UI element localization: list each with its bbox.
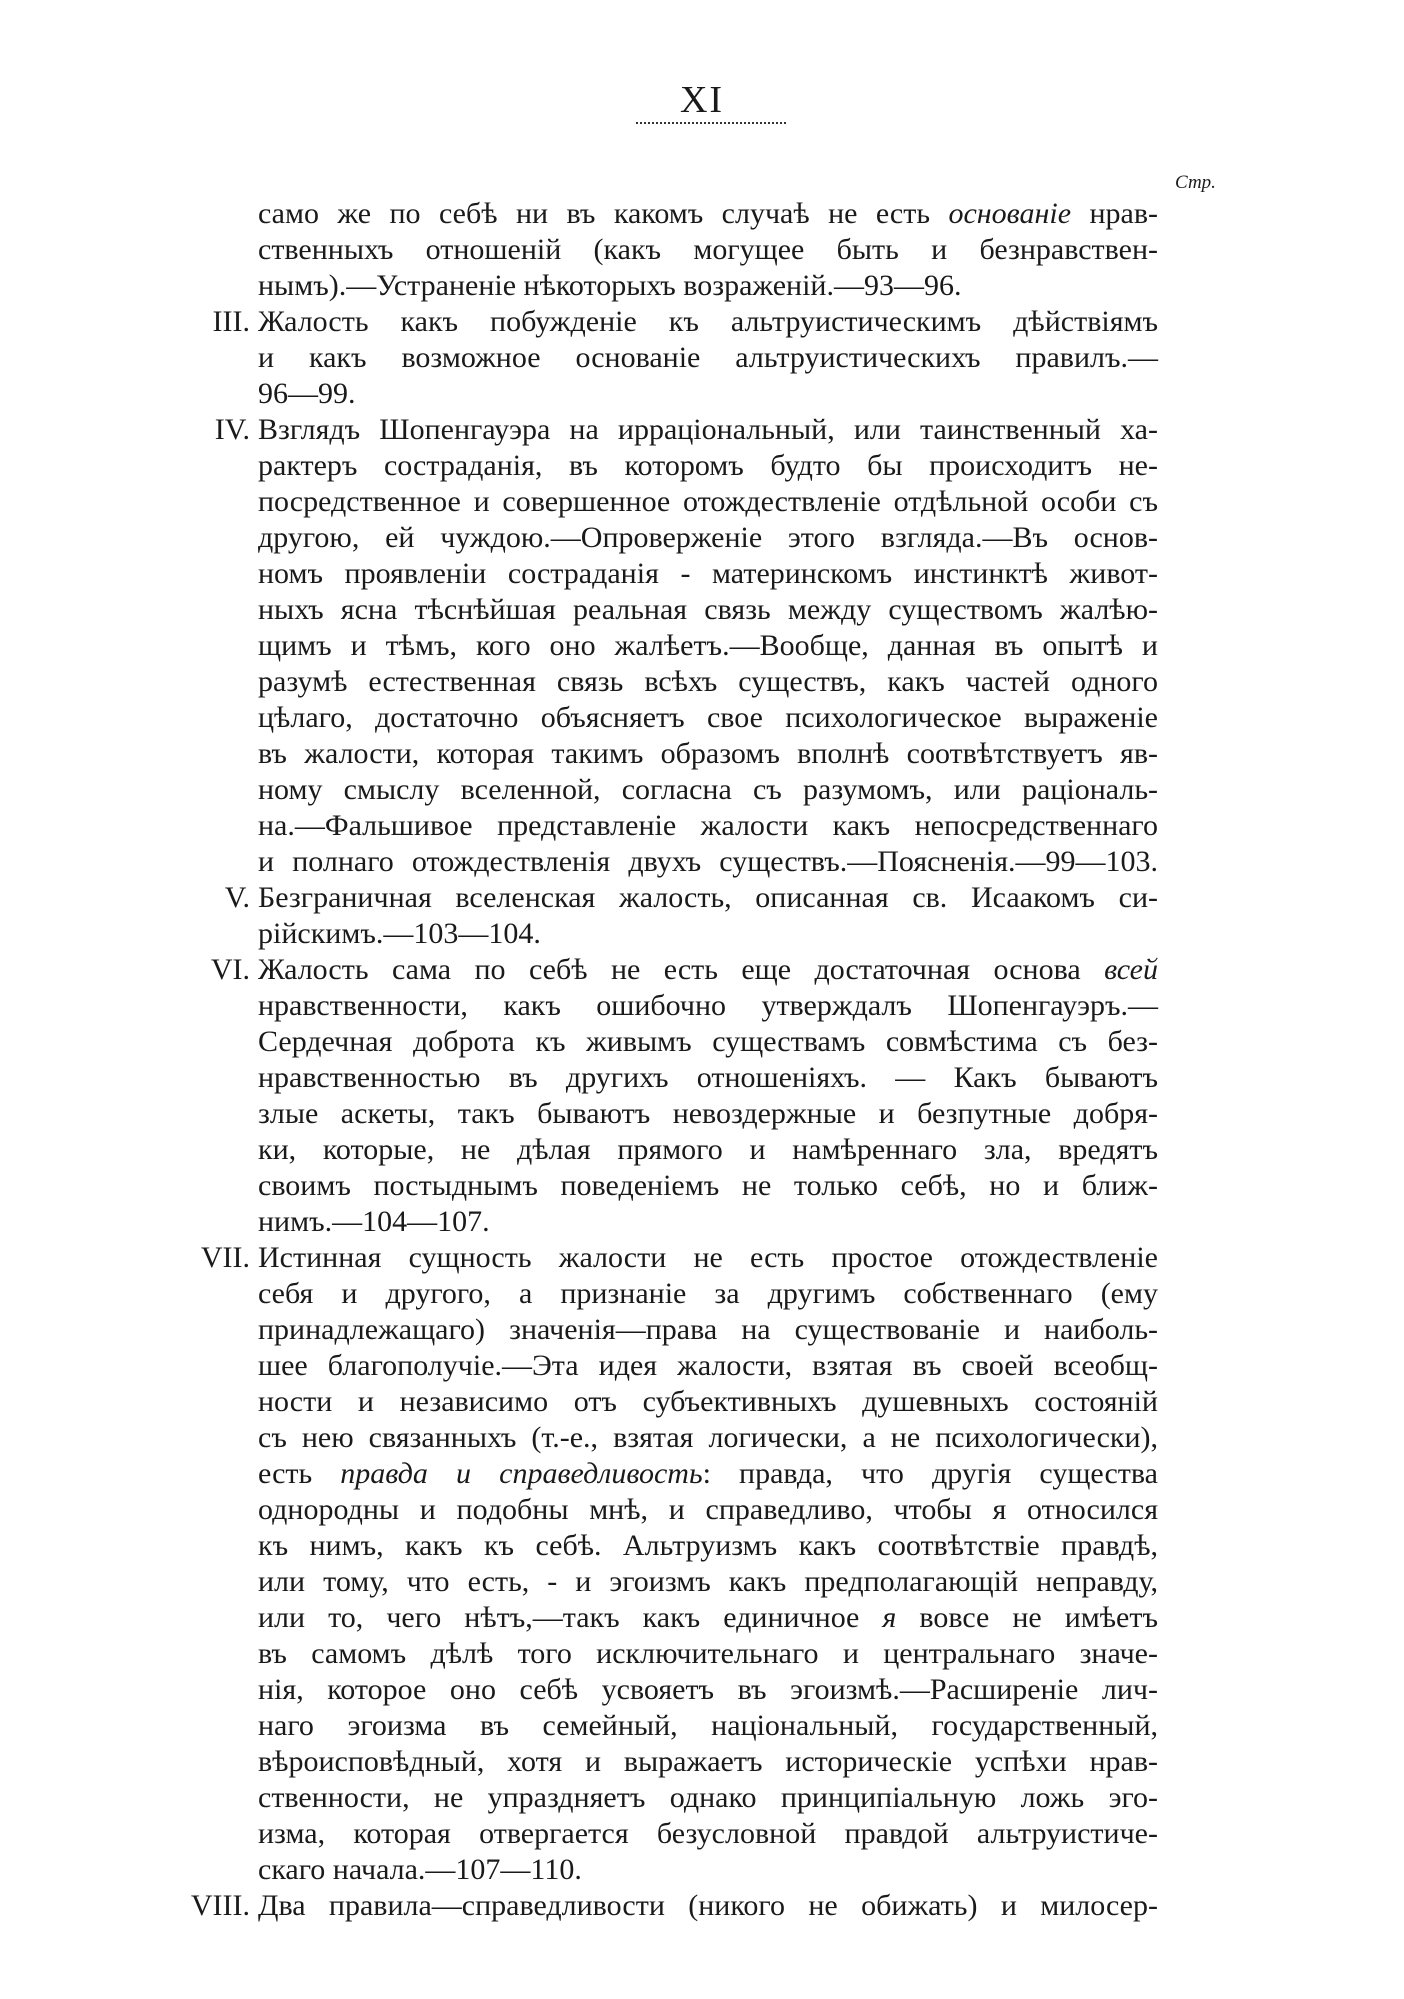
toc-line: 96—99. (258, 377, 356, 410)
toc-line: ственныхъ отношеній (какъ могущее быть и безнравствен- (258, 233, 1158, 266)
entry-numeral: III. (212, 305, 250, 338)
entry-numeral: VI. (210, 953, 250, 986)
entry-numeral: VIII. (190, 1889, 250, 1922)
toc-line: есть правда и справедливость: правда, что другія существа (258, 1457, 1158, 1490)
toc-line: скаго начала.—107—110. (258, 1853, 582, 1886)
toc-line: щимъ и тѣмъ, кого оно жалѣетъ.—Вообще, данная въ опытѣ и (258, 629, 1158, 662)
toc-line: ности и независимо отъ субъективныхъ душевныхъ состояній (258, 1385, 1158, 1418)
toc-line: другою, ей чуждою.—Опроверженіе этого взгляда.—Въ основ- (258, 521, 1158, 554)
toc-line: нравственностью въ другихъ отношеніяхъ. — Какъ бываютъ (258, 1061, 1158, 1094)
toc-line: нимъ.—104—107. (258, 1205, 490, 1238)
toc-line: принадлежащаго) значенія—права на существованіе и наиболь- (258, 1313, 1158, 1346)
toc-line: и полнаго отождествленія двухъ существъ.—Поясненія.—99—103. (258, 845, 1158, 878)
toc-line: нравственности, какъ ошибочно утверждалъ Шопенгауэръ.— (258, 989, 1158, 1022)
toc-line: Взглядъ Шопенгауэра на ирраціональный, или таинственный ха- (258, 413, 1158, 446)
page-column-label: Стр. (1175, 172, 1216, 193)
toc-line: къ нимъ, какъ къ себѣ. Альтруизмъ какъ соотвѣтствіе правдѣ, (258, 1529, 1158, 1562)
toc-line: своимъ постыднымъ поведеніемъ не только себѣ, но и ближ- (258, 1169, 1158, 1202)
toc-line: вѣроисповѣдный, хотя и выражаетъ историческіе успѣхи нрав- (258, 1745, 1158, 1778)
toc-line: рактеръ состраданія, въ которомъ будто бы происходитъ не- (258, 449, 1158, 482)
header-dotted-rule (636, 122, 786, 124)
toc-line: ки, которые, не дѣлая прямого и намѣреннаго зла, вредятъ (258, 1133, 1158, 1166)
toc-line: Сердечная доброта къ живымъ существамъ совмѣстима съ без- (258, 1025, 1158, 1058)
toc-line: Безграничная вселенская жалость, описанная св. Исаакомъ си- (258, 881, 1158, 914)
emphasis-text: я (882, 1601, 897, 1634)
toc-line: ному смыслу вселенной, согласна съ разумомъ, или раціональ- (258, 773, 1158, 806)
toc-line: или то, чего нѣтъ,—такъ какъ единичное я вовсе не имѣетъ (258, 1601, 1158, 1634)
toc-line: на.—Фальшивое представленіе жалости какъ непосредственнаго (258, 809, 1158, 842)
toc-line: Жалость сама по себѣ не есть еще достаточная основа всей (258, 953, 1158, 986)
toc-line: въ жалости, которая такимъ образомъ вполнѣ соотвѣтствуетъ яв- (258, 737, 1158, 770)
toc-line: ственности, не упраздняетъ однако принципіальную ложь эго- (258, 1781, 1158, 1814)
toc-line: Жалость какъ побужденіе къ альтруистическимъ дѣйствіямъ (258, 305, 1158, 338)
entry-numeral: IV. (214, 413, 250, 446)
page-number: XI (679, 79, 725, 121)
toc-line: ныхъ ясна тѣснѣйшая реальная связь между существомъ жалѣю- (258, 593, 1158, 626)
toc-line: Истинная сущность жалости не есть простое отождествленіе (258, 1241, 1158, 1274)
toc-line: злые аскеты, такъ бываютъ невоздержные и безпутные добря- (258, 1097, 1158, 1130)
emphasis-text: основаніе (948, 197, 1072, 230)
toc-line: въ самомъ дѣлѣ того исключительнаго и центральнаго значе- (258, 1637, 1158, 1670)
emphasis-text: правда и справедливость (340, 1457, 703, 1490)
emphasis-text: всей (1104, 953, 1158, 986)
toc-line: или тому, что есть, - и эгоизмъ какъ предполагающій неправду, (258, 1565, 1158, 1598)
toc-line: цѣлаго, достаточно объясняетъ свое психологическое выраженіе (258, 701, 1158, 734)
toc-line: шее благополучіе.—Эта идея жалости, взятая въ своей всеобщ- (258, 1349, 1158, 1382)
toc-line: рійскимъ.—103—104. (258, 917, 541, 950)
toc-line: однородны и подобны мнѣ, и справедливо, чтобы я относился (258, 1493, 1158, 1526)
toc-line: себя и другого, а признаніе за другимъ собственнаго (ему (258, 1277, 1158, 1310)
entry-numeral: VII. (200, 1241, 250, 1274)
entry-numeral: V. (224, 881, 250, 914)
toc-line: нія, которое оно себѣ усвояетъ въ эгоизмѣ.—Расширеніе лич- (258, 1673, 1158, 1706)
toc-line: посредственное и совершенное отождествленіе отдѣльной особи съ (258, 485, 1158, 518)
toc-line: само же по себѣ ни въ какомъ случаѣ не есть основаніе нрав- (258, 197, 1158, 230)
toc-line: наго эгоизма въ семейный, національный, государственный, (258, 1709, 1158, 1742)
toc-line: номъ проявленіи состраданія - материнскомъ инстинктѣ живот- (258, 557, 1158, 590)
toc-line: изма, которая отвергается безусловной правдой альтруистиче- (258, 1817, 1158, 1850)
toc-line: съ нею связанныхъ (т.-е., взятая логически, а не психологически), (258, 1421, 1158, 1454)
toc-line: и какъ возможное основаніе альтруистическихъ правилъ.— (258, 341, 1158, 374)
toc-line: разумѣ естественная связь всѣхъ существъ, какъ частей одного (258, 665, 1158, 698)
toc-line: Два правила—справедливости (никого не обижать) и милосер- (258, 1889, 1158, 1922)
toc-line: нымъ).—Устраненіе нѣкоторыхъ возраженій.—93—96. (258, 269, 962, 302)
